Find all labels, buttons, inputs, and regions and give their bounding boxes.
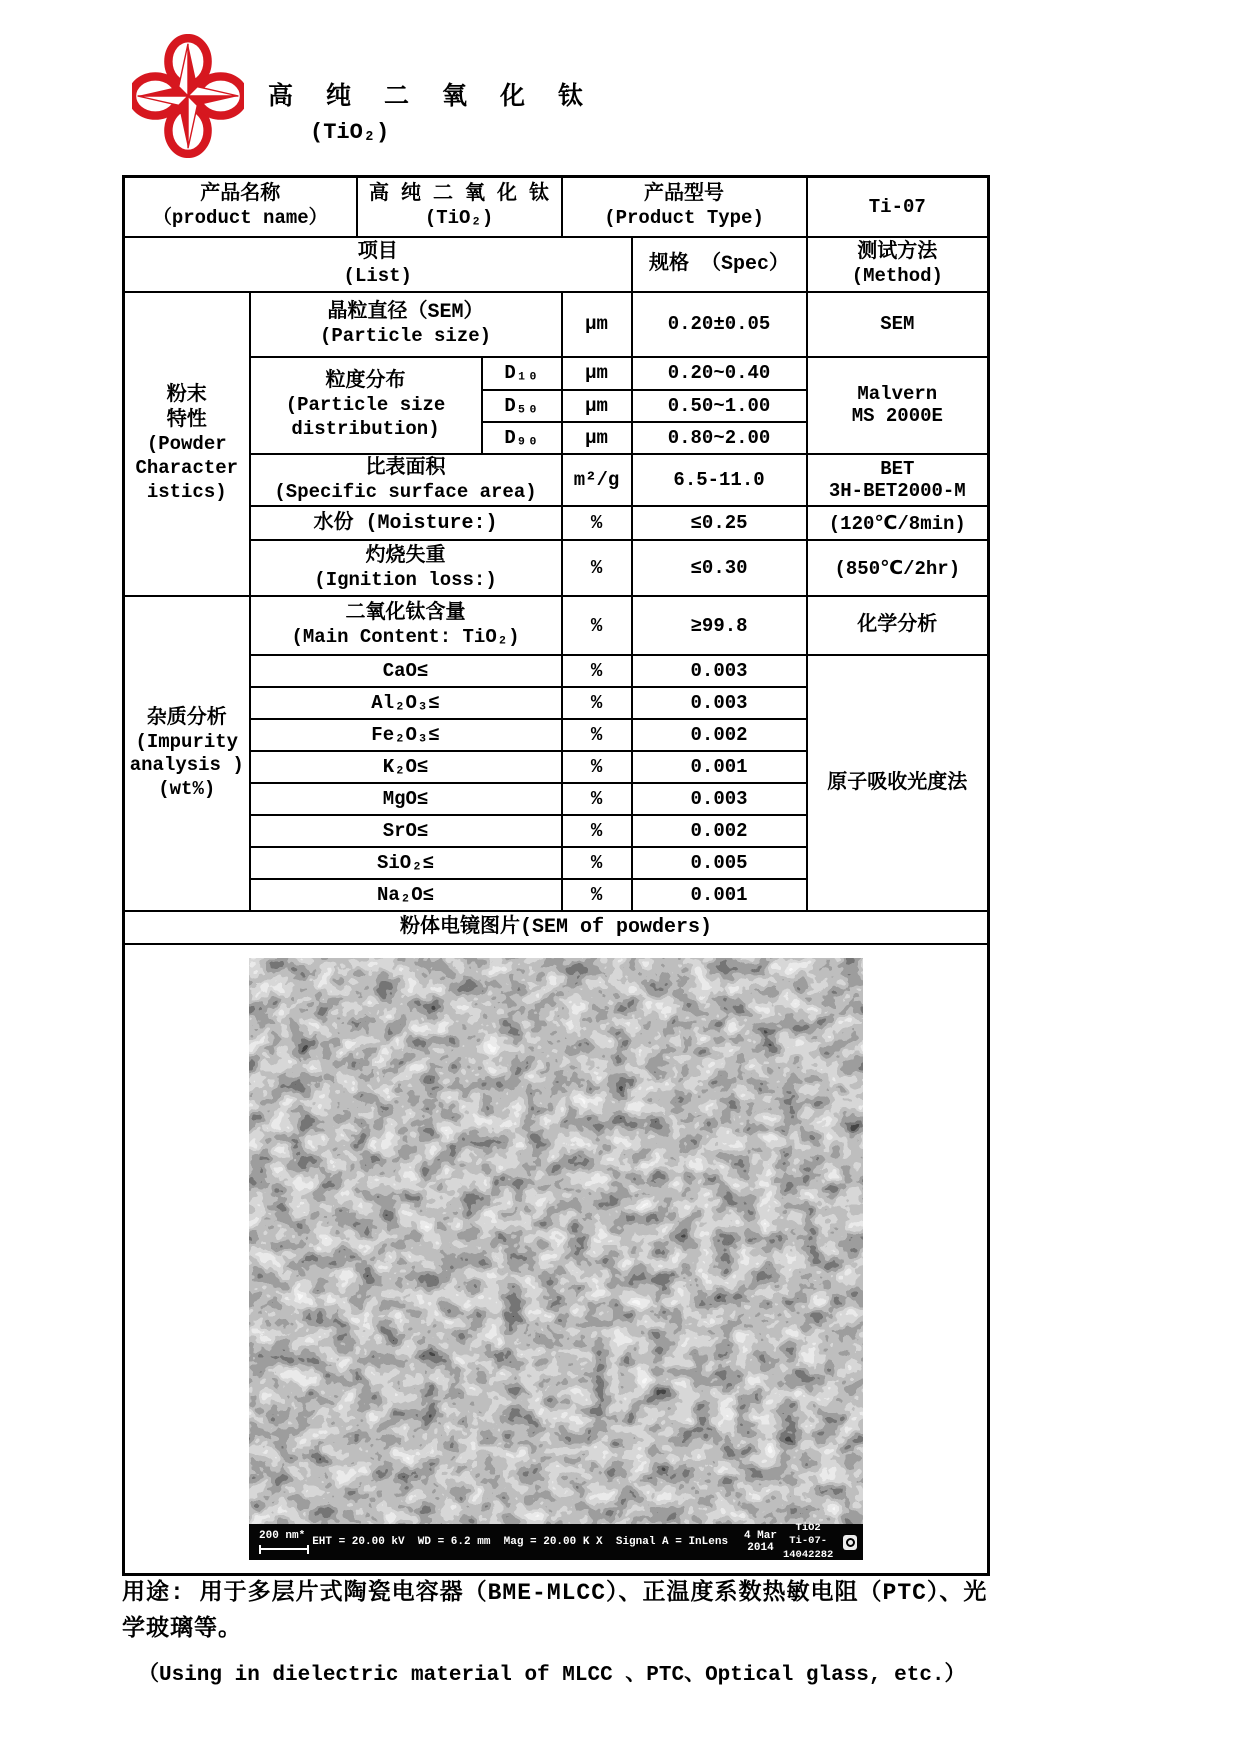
table-row [124, 506, 989, 540]
doc-title [268, 76, 592, 145]
unit-cell: % [562, 687, 632, 719]
product-name-en: （product name） [152, 207, 328, 230]
table-row [124, 237, 989, 292]
spec-cell: 6.5-11.0 [632, 454, 807, 507]
spec-cell: 0.003 [632, 687, 807, 719]
method-line: 3H-BET2000-M [828, 479, 966, 502]
unit-cell: % [562, 655, 632, 687]
distribution-cn: 粒度分布 [325, 369, 406, 393]
table-row [124, 596, 989, 655]
method-header-cell [807, 237, 989, 292]
moisture-label-cell: 水份 (Moisture:) [250, 506, 562, 540]
method-en: (Method) [851, 264, 943, 287]
spec-cell: 0.005 [632, 847, 807, 879]
company-logo [132, 34, 244, 163]
sem-image-cell [124, 944, 989, 1574]
unit-cell: % [562, 719, 632, 751]
product-name-cn: 产品名称 [200, 183, 281, 207]
method-cn: 测试方法 [857, 240, 938, 264]
spec-label: 规格 （Spec） [649, 252, 790, 276]
impurity-method-cell: 原子吸收光度法 [807, 655, 989, 911]
unit-cell: % [562, 540, 632, 596]
spec-cell: 0.003 [632, 655, 807, 687]
table-row [124, 357, 989, 390]
method-cell: SEM [807, 292, 989, 357]
powder-category-line: 特性 [166, 409, 207, 433]
particle-size-cn: 晶粒直径（SEM） [327, 300, 484, 324]
unit-cell: μm [562, 357, 632, 390]
impurity-category-cell [124, 596, 250, 911]
sem-sample-name: TiO2 [795, 1522, 821, 1535]
spec-cell: ≥99.8 [632, 596, 807, 655]
sem-parameters: EHT = 20.00 kV WD = 6.2 mm Mag = 20.00 K X Signal A = InLens [312, 1536, 729, 1548]
product-type-value: Ti-07 [868, 195, 926, 218]
method-line: MS 2000E [851, 405, 943, 427]
table-row [124, 944, 989, 1574]
powder-category-line: istics) [146, 480, 227, 503]
impurity-label-cell: SiO₂≤ [250, 847, 562, 879]
unit-cell: % [562, 751, 632, 783]
usage-footer [122, 1576, 1004, 1687]
d10-cell: D₁₀ [482, 357, 562, 390]
method-line: Malvern [857, 383, 938, 405]
method-line: BET [880, 457, 915, 480]
d50-cell: D₅₀ [482, 390, 562, 422]
table-row [124, 911, 989, 944]
particle-size-en: (Particle size) [320, 324, 492, 347]
distribution-label-cell [250, 357, 482, 454]
main-content-en: (Main Content: TiO₂) [291, 626, 520, 649]
spec-cell: 0.20±0.05 [632, 292, 807, 357]
powder-category-line: 粉末 [166, 384, 207, 408]
sem-powder-texture [249, 958, 863, 1524]
method-cell: (120℃/8min) [807, 506, 989, 540]
spec-cell: 0.001 [632, 751, 807, 783]
ignition-cn: 灼烧失重 [365, 544, 446, 568]
impurity-category-line: 杂质分析 [146, 706, 227, 730]
powder-category-line: (Powder [146, 433, 227, 456]
particle-size-label-cell [250, 292, 562, 357]
method-cell: 化学分析 [807, 596, 989, 655]
product-value-cell [357, 177, 562, 237]
list-header-cell [124, 237, 632, 292]
spec-cell: 0.001 [632, 879, 807, 911]
impurity-label-cell: Fe₂O₃≤ [250, 719, 562, 751]
list-cn: 项目 [357, 240, 398, 264]
list-en: (List) [343, 264, 412, 287]
sem-date: 4 Mar 2014 [743, 1530, 777, 1554]
table-row [124, 292, 989, 357]
spec-cell: 0.002 [632, 815, 807, 847]
sem-micrograph [249, 958, 863, 1560]
surface-en: (Specific surface area) [274, 480, 537, 503]
spec-header-cell [632, 237, 807, 292]
impurity-label-cell: Na₂O≤ [250, 879, 562, 911]
product-name-cell [124, 177, 357, 237]
unit-cell: % [562, 879, 632, 911]
product-type-cell [562, 177, 807, 237]
product-type-cn: 产品型号 [644, 183, 725, 207]
spec-table [122, 175, 990, 1576]
d90-cell: D₉₀ [482, 422, 562, 454]
distribution-en1: (Particle size [285, 393, 446, 416]
sem-info-bar [249, 1524, 863, 1560]
unit-cell: % [562, 815, 632, 847]
main-content-cn: 二氧化钛含量 [345, 602, 466, 626]
method-cell: (850℃/2hr) [807, 540, 989, 596]
star-quatrefoil-icon [132, 34, 244, 158]
unit-cell: μm [562, 292, 632, 357]
surface-label-cell [250, 454, 562, 507]
table-row [124, 655, 989, 687]
sem-scale-label: 200 nm* [259, 1530, 306, 1543]
spec-cell: 0.80~2.00 [632, 422, 807, 454]
unit-cell: % [562, 596, 632, 655]
distribution-method-cell [807, 357, 989, 454]
impurity-label-cell: K₂O≤ [250, 751, 562, 783]
spec-cell: ≤0.30 [632, 540, 807, 596]
surface-cn: 比表面积 [365, 456, 446, 480]
spec-cell: 0.50~1.00 [632, 390, 807, 422]
impurity-label-cell: SrO≤ [250, 815, 562, 847]
impurity-label-cell: Al₂O₃≤ [250, 687, 562, 719]
table-row [124, 454, 989, 507]
sem-sample-id: Ti-07-14042282 [782, 1535, 834, 1561]
unit-cell: % [562, 847, 632, 879]
powder-category-line: Character [135, 457, 239, 479]
sem-sample-block [781, 1522, 844, 1561]
product-type-value-cell [807, 177, 989, 237]
spec-cell: 0.002 [632, 719, 807, 751]
unit-cell: % [562, 783, 632, 815]
sem-scale-block [249, 1530, 312, 1553]
surface-method-cell [807, 454, 989, 507]
product-type-en: (Product Type) [604, 207, 764, 230]
sem-vendor-logo-icon [843, 1535, 857, 1550]
table-row [124, 177, 989, 237]
spec-cell: ≤0.25 [632, 506, 807, 540]
ignition-label-cell [250, 540, 562, 596]
impurity-category-line: analysis ) [129, 754, 244, 777]
impurity-category-line: (Impurity [135, 730, 239, 753]
product-value-formula: (TiO₂) [424, 207, 494, 230]
doc-title-cn: 高 纯 二 氧 化 钛 [268, 83, 593, 112]
unit-cell: % [562, 506, 632, 540]
spec-cell: 0.20~0.40 [632, 357, 807, 390]
usage-text-cn: 用途: 用于多层片式陶瓷电容器（BME-MLCC）、正温度系数热敏电阻（PTC）、光学玻璃等。 [122, 1580, 988, 1642]
main-content-label-cell [250, 596, 562, 655]
unit-cell: m²/g [562, 454, 632, 507]
product-value-cn: 高 纯 二 氧 化 钛 [369, 183, 550, 207]
spec-cell: 0.003 [632, 783, 807, 815]
table-row [124, 540, 989, 596]
doc-title-formula: (TiO₂) [310, 120, 390, 145]
impurity-category-line: (wt%) [158, 778, 216, 801]
impurity-label-cell: MgO≤ [250, 783, 562, 815]
unit-cell: μm [562, 422, 632, 454]
sem-section-title: 粉体电镜图片(SEM of powders) [124, 911, 989, 944]
impurity-label-cell: CaO≤ [250, 655, 562, 687]
distribution-en2: distribution) [291, 417, 440, 440]
usage-text-en: （Using in dielectric material of MLCC 、PTC、Optical glass, etc.） [138, 1664, 966, 1688]
ignition-en: (Ignition loss:) [314, 568, 497, 591]
powder-category-cell [124, 292, 250, 597]
scale-bar-icon [259, 1545, 309, 1554]
unit-cell: μm [562, 390, 632, 422]
